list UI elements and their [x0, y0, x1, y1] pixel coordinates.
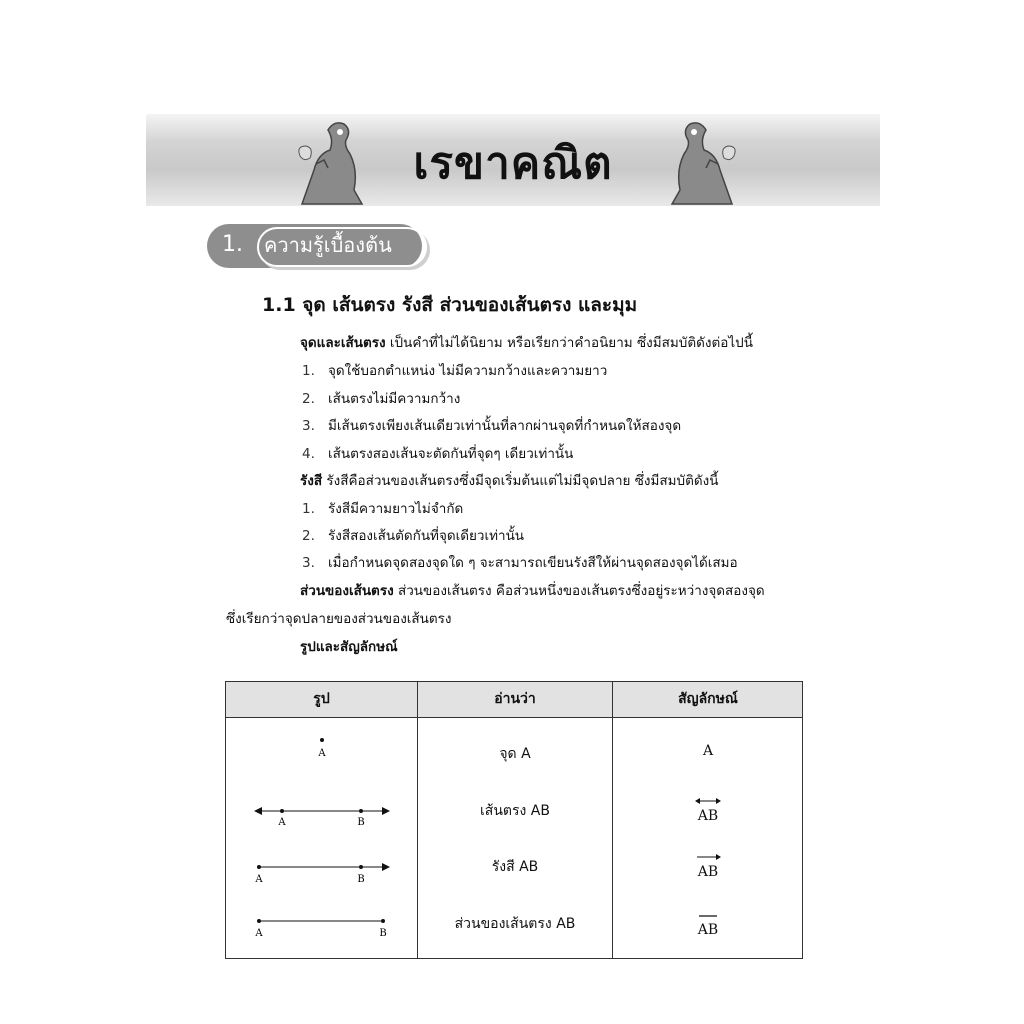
list-item: 4. เส้นตรงสองเส้นจะตัดกันที่จุดๆ เดียวเท่านั้น	[302, 446, 574, 462]
table-row-read: จุด A	[499, 746, 531, 762]
right-arrow-overline-icon	[693, 850, 723, 864]
table-row-read: เส้นตรง AB	[480, 803, 550, 819]
table-row-read: ส่วนของเส้นตรง AB	[454, 916, 576, 932]
ray-figure	[226, 854, 417, 888]
chapter-title: เรขาคณิต	[413, 138, 613, 189]
segment-label-a: A	[255, 928, 263, 939]
line-label-a: A	[278, 817, 286, 828]
table-row-symbol: AB	[613, 908, 803, 938]
list-item: 2. รังสีสองเส้นตัดกันที่จุดเดียวเท่านั้น	[302, 528, 525, 544]
section-number: 1.	[222, 232, 243, 257]
ray-term: รังสี	[300, 473, 323, 489]
list-item: 1. รังสีมีความยาวไม่จำกัด	[302, 501, 464, 517]
header-figure: รูป	[313, 691, 330, 707]
point-figure	[226, 732, 417, 772]
list-item: 3. เมื่อกำหนดจุดสองจุดใด ๆ จะสามารถเขียนรังสีให้ผ่านจุดสองจุดได้เสมอ	[302, 555, 738, 571]
table-row-symbol: AB	[613, 794, 803, 824]
chapter-banner	[146, 114, 880, 206]
ray-label-a: A	[255, 874, 263, 885]
points-lines-intro: เป็นคำที่ไม่ได้นิยาม หรือเรียกว่าคำอนิยาม ซึ่งมีสมบัติดังต่อไปนี้	[385, 335, 753, 351]
subsection-heading: 1.1 จุด เส้นตรง รังสี ส่วนของเส้นตรง และมุม	[262, 294, 638, 316]
segment-line-2: ซึ่งเรียกว่าจุดปลายของส่วนของเส้นตรง	[226, 611, 452, 627]
table-row-symbol: AB	[613, 850, 803, 880]
ray-label-b: B	[357, 874, 365, 885]
segment-paragraph	[300, 581, 765, 601]
section-label: ความรู้เบื้องต้น	[264, 233, 392, 257]
overline-bar-icon	[693, 908, 723, 922]
header-symbol: สัญลักษณ์	[678, 691, 738, 707]
line-label-b: B	[357, 817, 365, 828]
double-arrow-overline-icon	[693, 794, 723, 808]
figures-heading: รูปและสัญลักษณ์	[300, 639, 398, 655]
point-label: A	[318, 748, 326, 759]
segment-figure	[226, 908, 417, 942]
figures-symbols-table	[225, 681, 803, 959]
header-read-as: อ่านว่า	[494, 691, 536, 707]
segment-line-1: ส่วนของเส้นตรง คือส่วนหนึ่งของเส้นตรงซึ่งอยู่ระหว่างจุดสองจุด	[393, 583, 765, 599]
table-row-read: รังสี AB	[491, 859, 539, 875]
segment-term: ส่วนของเส้นตรง	[300, 583, 394, 599]
list-item: 3. มีเส้นตรงเพียงเส้นเดียวเท่านั้นที่ลากผ่านจุดที่กำหนดให้สองจุด	[302, 418, 682, 434]
points-lines-paragraph	[300, 333, 753, 353]
list-item: 2. เส้นตรงไม่มีความกว้าง	[302, 391, 461, 407]
list-item: 1. จุดใช้บอกตำแหน่ง ไม่มีความกว้างและความยาว	[302, 363, 608, 379]
ray-intro: รังสีคือส่วนของเส้นตรงซึ่งมีจุดเริ่มต้นแต่ไม่มีจุดปลาย ซึ่งมีสมบัติดังนี้	[322, 473, 719, 489]
points-lines-term: จุดและเส้นตรง	[300, 335, 386, 351]
mascot-illustration-right	[660, 120, 740, 206]
segment-label-b: B	[379, 928, 387, 939]
table-row-symbol: A	[702, 743, 714, 759]
ray-paragraph	[300, 471, 718, 491]
line-figure	[226, 797, 417, 831]
